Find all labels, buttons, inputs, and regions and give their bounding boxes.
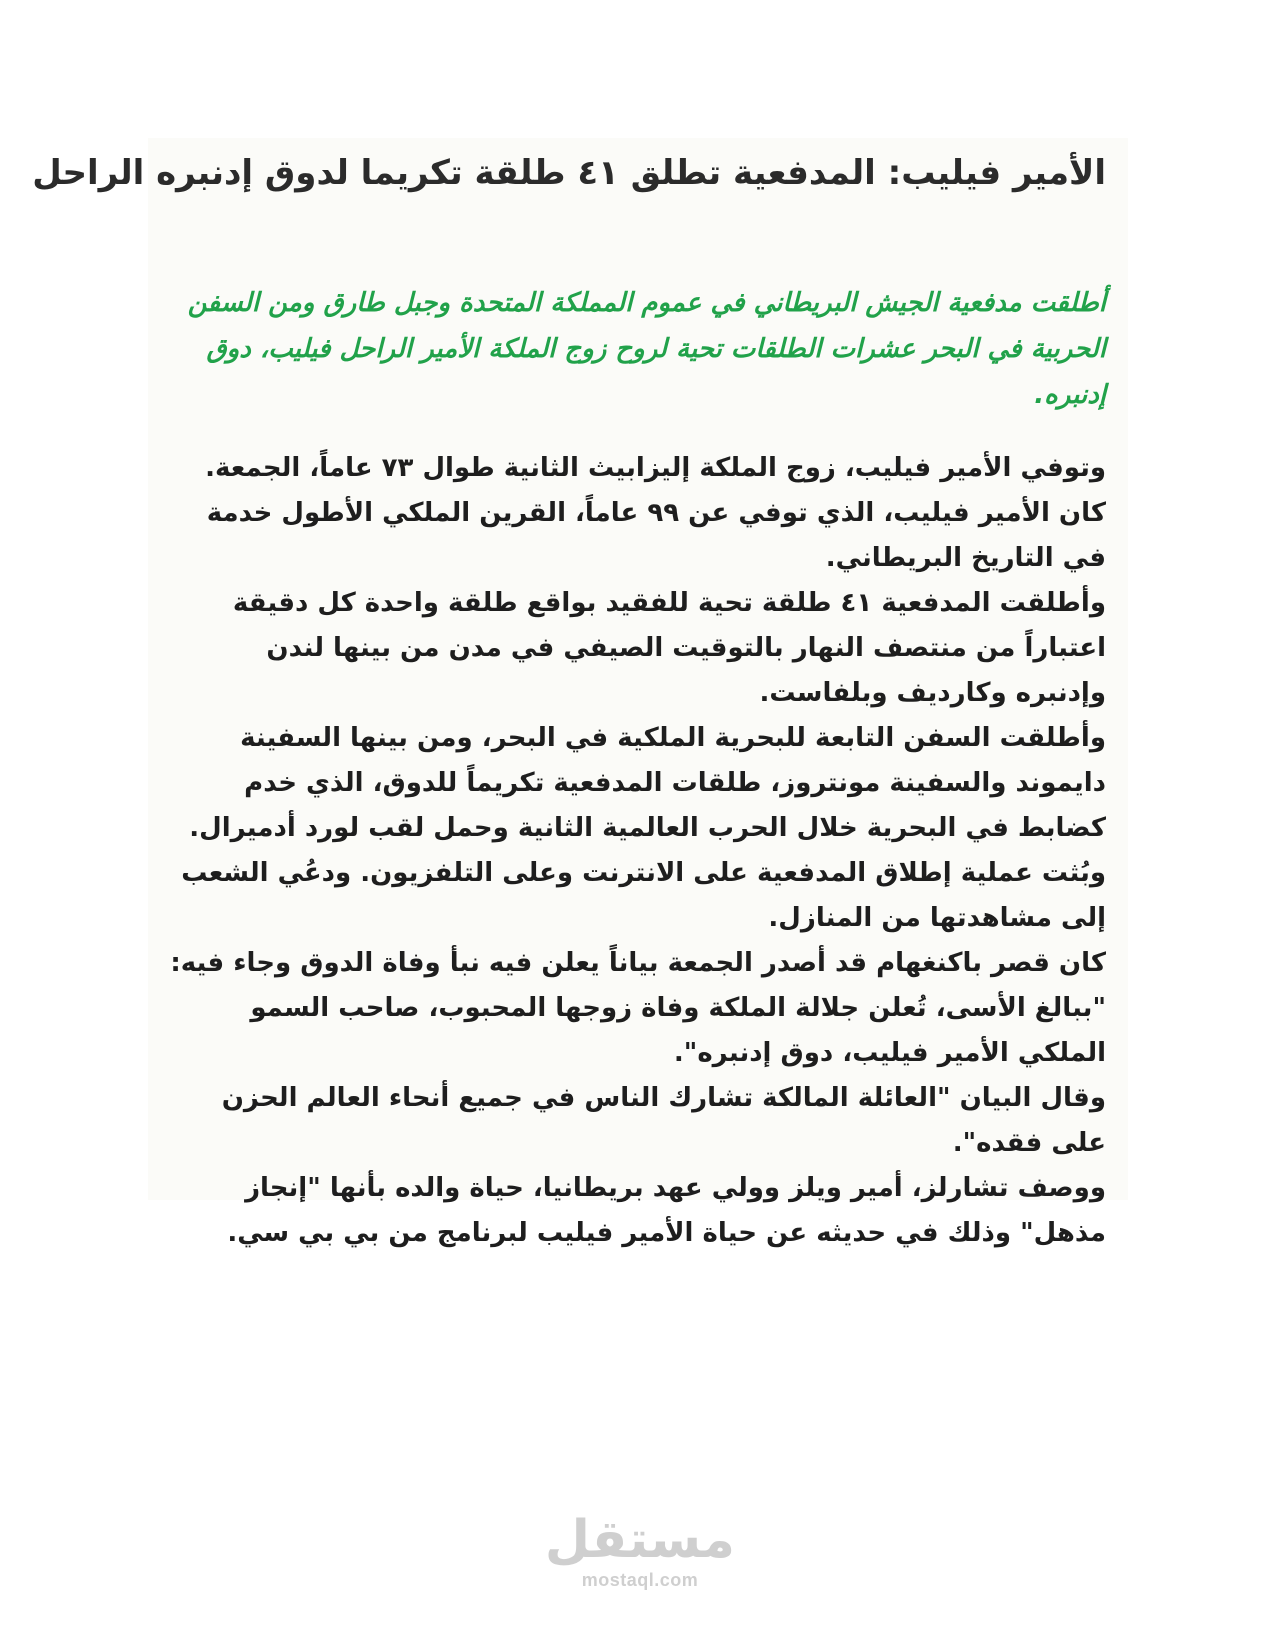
body-paragraph: كان قصر باكنغهام قد أصدر الجمعة بياناً يعلن فيه نبأ وفاة الدوق وجاء فيه: "ببالغ الأسى، تُعلن جلالة الملكة وفاة زوجها المحبوب، صاحب السمو الملكي الأمير فيليب، دوق إدنبره". [170,948,1106,1068]
body-paragraph: كان الأمير فيليب، الذي توفي عن ٩٩ عاماً، القرين الملكي الأطول خدمة في التاريخ البريطاني. [206,498,1106,573]
body-paragraph: وبُثت عملية إطلاق المدفعية على الانترنت وعلى التلفزيون. ودعُي الشعب إلى مشاهدتها من المنازل. [181,858,1106,933]
body-paragraph: وأطلقت السفن التابعة للبحرية الملكية في البحر، ومن بينها السفينة دايموند والسفينة مونتروز، طلقات المدفعية تكريماً للدوق، الذي خدم كضابط في البحرية خلال الحرب العالمية الثانية وحمل لقب لورد أدميرال. [189,723,1106,843]
body-paragraph: وتوفي الأمير فيليب، زوج الملكة إليزابيث الثانية طوال ٧٣ عاماً، الجمعة. [205,453,1106,483]
article-headline: الأمير فيليب: المدفعية تطلق ٤١ طلقة تكريما لدوق إدنبره الراحل [32,153,1106,193]
watermark-logo: مستقل [544,1510,735,1570]
article-lede: أطلقت مدفعية الجيش البريطاني في عموم المملكة المتحدة وجبل طارق ومن السفن الحربية في البحر عشرات الطلقات تحية لروح زوج الملكة الأمير الراحل فيليب، دوق إدنبره. [187,288,1106,410]
mostaql-watermark [545,1510,735,1590]
article-body [170,446,1106,1256]
watermark-url: mostaql.com [581,1570,699,1590]
body-paragraph: ووصف تشارلز، أمير ويلز وولي عهد بريطانيا، حياة والده بأنها "إنجاز مذهل" وذلك في حديثه عن حياة الأمير فيليب لبرنامج من بي بي سي. [227,1173,1106,1248]
body-paragraph: وقال البيان "العائلة المالكة تشارك الناس في جميع أنحاء العالم الحزن على فقده". [221,1083,1106,1158]
article [32,138,1128,1248]
body-paragraph: وأطلقت المدفعية ٤١ طلقة تحية للفقيد بواقع طلقة واحدة كل دقيقة اعتباراً من منتصف النهار بالتوقيت الصيفي في مدن من بينها لندن وإدنبره وكارديف وبلفاست. [232,588,1106,708]
